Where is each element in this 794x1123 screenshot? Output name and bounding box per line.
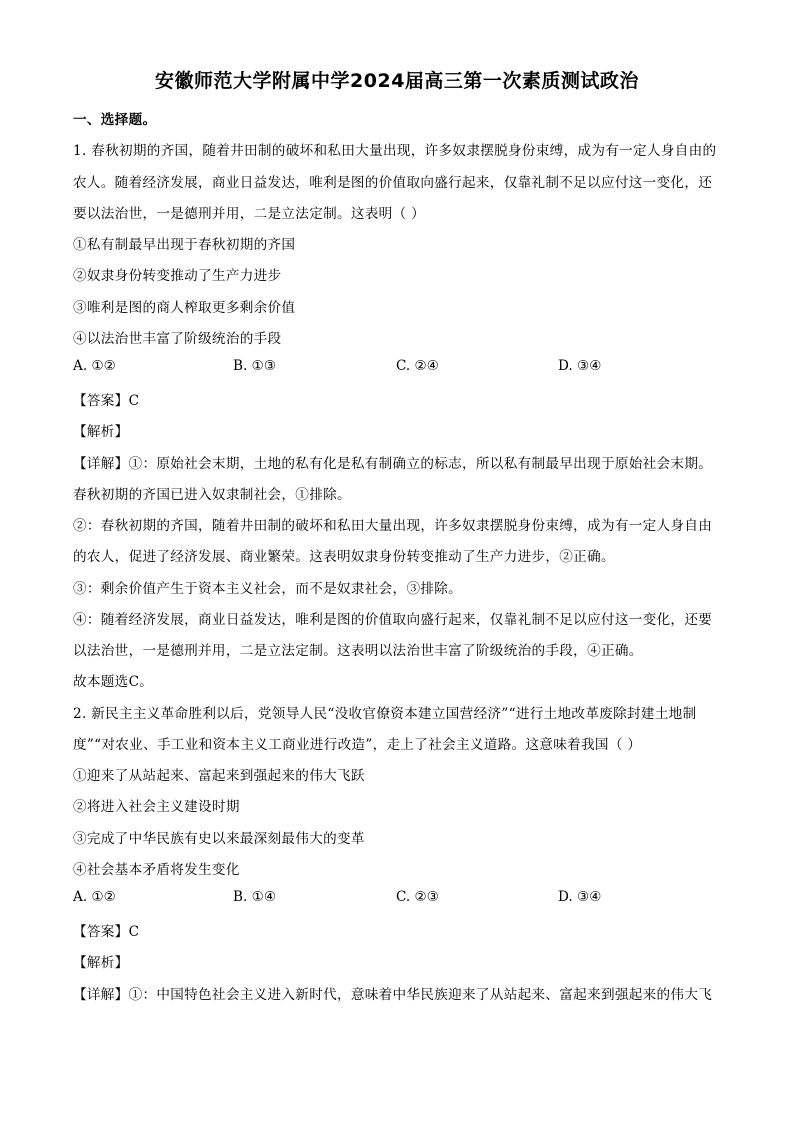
- q2-option-c: C. ②③: [396, 889, 439, 905]
- q1-option-a: A. ①②: [73, 358, 116, 374]
- q1-answer: 【答案】C: [73, 393, 140, 409]
- q1-statement: ①私有制最早出现于春秋初期的齐国: [73, 237, 296, 253]
- q1-conclusion: 故本题选C。: [73, 674, 154, 690]
- q1-stem-line: 1. 春秋初期的齐国，随着井田制的破坏和私田大量出现，许多奴隶摆脱身份束缚，成为有一定人身自由的: [73, 143, 717, 159]
- q2-answer: 【答案】C: [73, 924, 140, 940]
- page-title: 安徽师范大学附属中学2024届高三第一次素质测试政治: [155, 70, 639, 92]
- q1-detail-line: 以法治世，一是德刑并用，二是立法定制。这表明以法治世丰富了阶级统治的手段，④正确。: [73, 643, 643, 659]
- q2-option-a: A. ①②: [73, 889, 116, 905]
- q2-statement: ④社会基本矛盾将发生变化: [73, 862, 240, 878]
- q2-stem-line: 度”“对农业、手工业和资本主义工商业进行改造”，走上了社会主义道路。这意味着我国（ ）: [73, 737, 642, 753]
- q1-statement: ②奴隶身份转变推动了生产力进步: [73, 268, 282, 284]
- q2-statement: ①迎来了从站起来、富起来到强起来的伟大飞跃: [73, 768, 365, 784]
- q1-detail-line: ②：春秋初期的齐国，随着井田制的破坏和私田大量出现，许多奴隶摆脱身份束缚，成为有一定人身自由: [73, 518, 713, 534]
- q1-detail-line: ④：随着经济发展，商业日益发达，唯利是图的价值取向盛行起来，仅靠礼制不足以应付这一变化，还要: [73, 612, 713, 628]
- q2-statement: ③完成了中华民族有史以来最深刻最伟大的变革: [73, 831, 365, 847]
- q2-analysis-label: 【解析】: [73, 955, 129, 971]
- q2-statement: ②将进入社会主义建设时期: [73, 799, 240, 815]
- q1-option-c: C. ②④: [396, 358, 439, 374]
- q1-detail-line: 春秋初期的齐国已进入奴隶制社会，①排除。: [73, 487, 351, 503]
- q1-stem-line: 要以法治世，一是德刑并用，二是立法定制。这表明（ ）: [73, 206, 425, 222]
- q1-statement: ④以法治世丰富了阶级统治的手段: [73, 331, 282, 347]
- q1-option-b: B. ①③: [233, 358, 277, 374]
- section-heading: 一、选择题。: [73, 112, 157, 128]
- q2-detail-line: 【详解】①：中国特色社会主义进入新时代，意味着中华民族迎来了从站起来、富起来到强起来的伟大飞: [73, 987, 713, 1003]
- q1-analysis-label: 【解析】: [73, 424, 129, 440]
- q1-stem-line: 农人。随着经济发展，商业日益发达，唯利是图的价值取向盛行起来，仅靠礼制不足以应付这一变化，还: [73, 175, 713, 191]
- q2-stem-line: 2. 新民主主义革命胜利以后，党领导人民“没收官僚资本建立国营经济”“进行土地改革废除封建土地制: [73, 706, 697, 722]
- q2-option-b: B. ①④: [233, 889, 277, 905]
- q1-option-d: D. ③④: [558, 358, 602, 374]
- q2-option-d: D. ③④: [558, 889, 602, 905]
- q1-detail-line: 【详解】①：原始社会末期，土地的私有化是私有制确立的标志，所以私有制最早出现于原始社会末期。: [73, 456, 713, 472]
- q1-detail-line: ③：剩余价值产生于资本主义社会，而不是奴隶社会，③排除。: [73, 581, 463, 597]
- q1-statement: ③唯利是图的商人榨取更多剩余价值: [73, 300, 296, 316]
- q1-detail-line: 的农人，促进了经济发展、商业繁荣。这表明奴隶身份转变推动了生产力进步，②正确。: [73, 549, 615, 565]
